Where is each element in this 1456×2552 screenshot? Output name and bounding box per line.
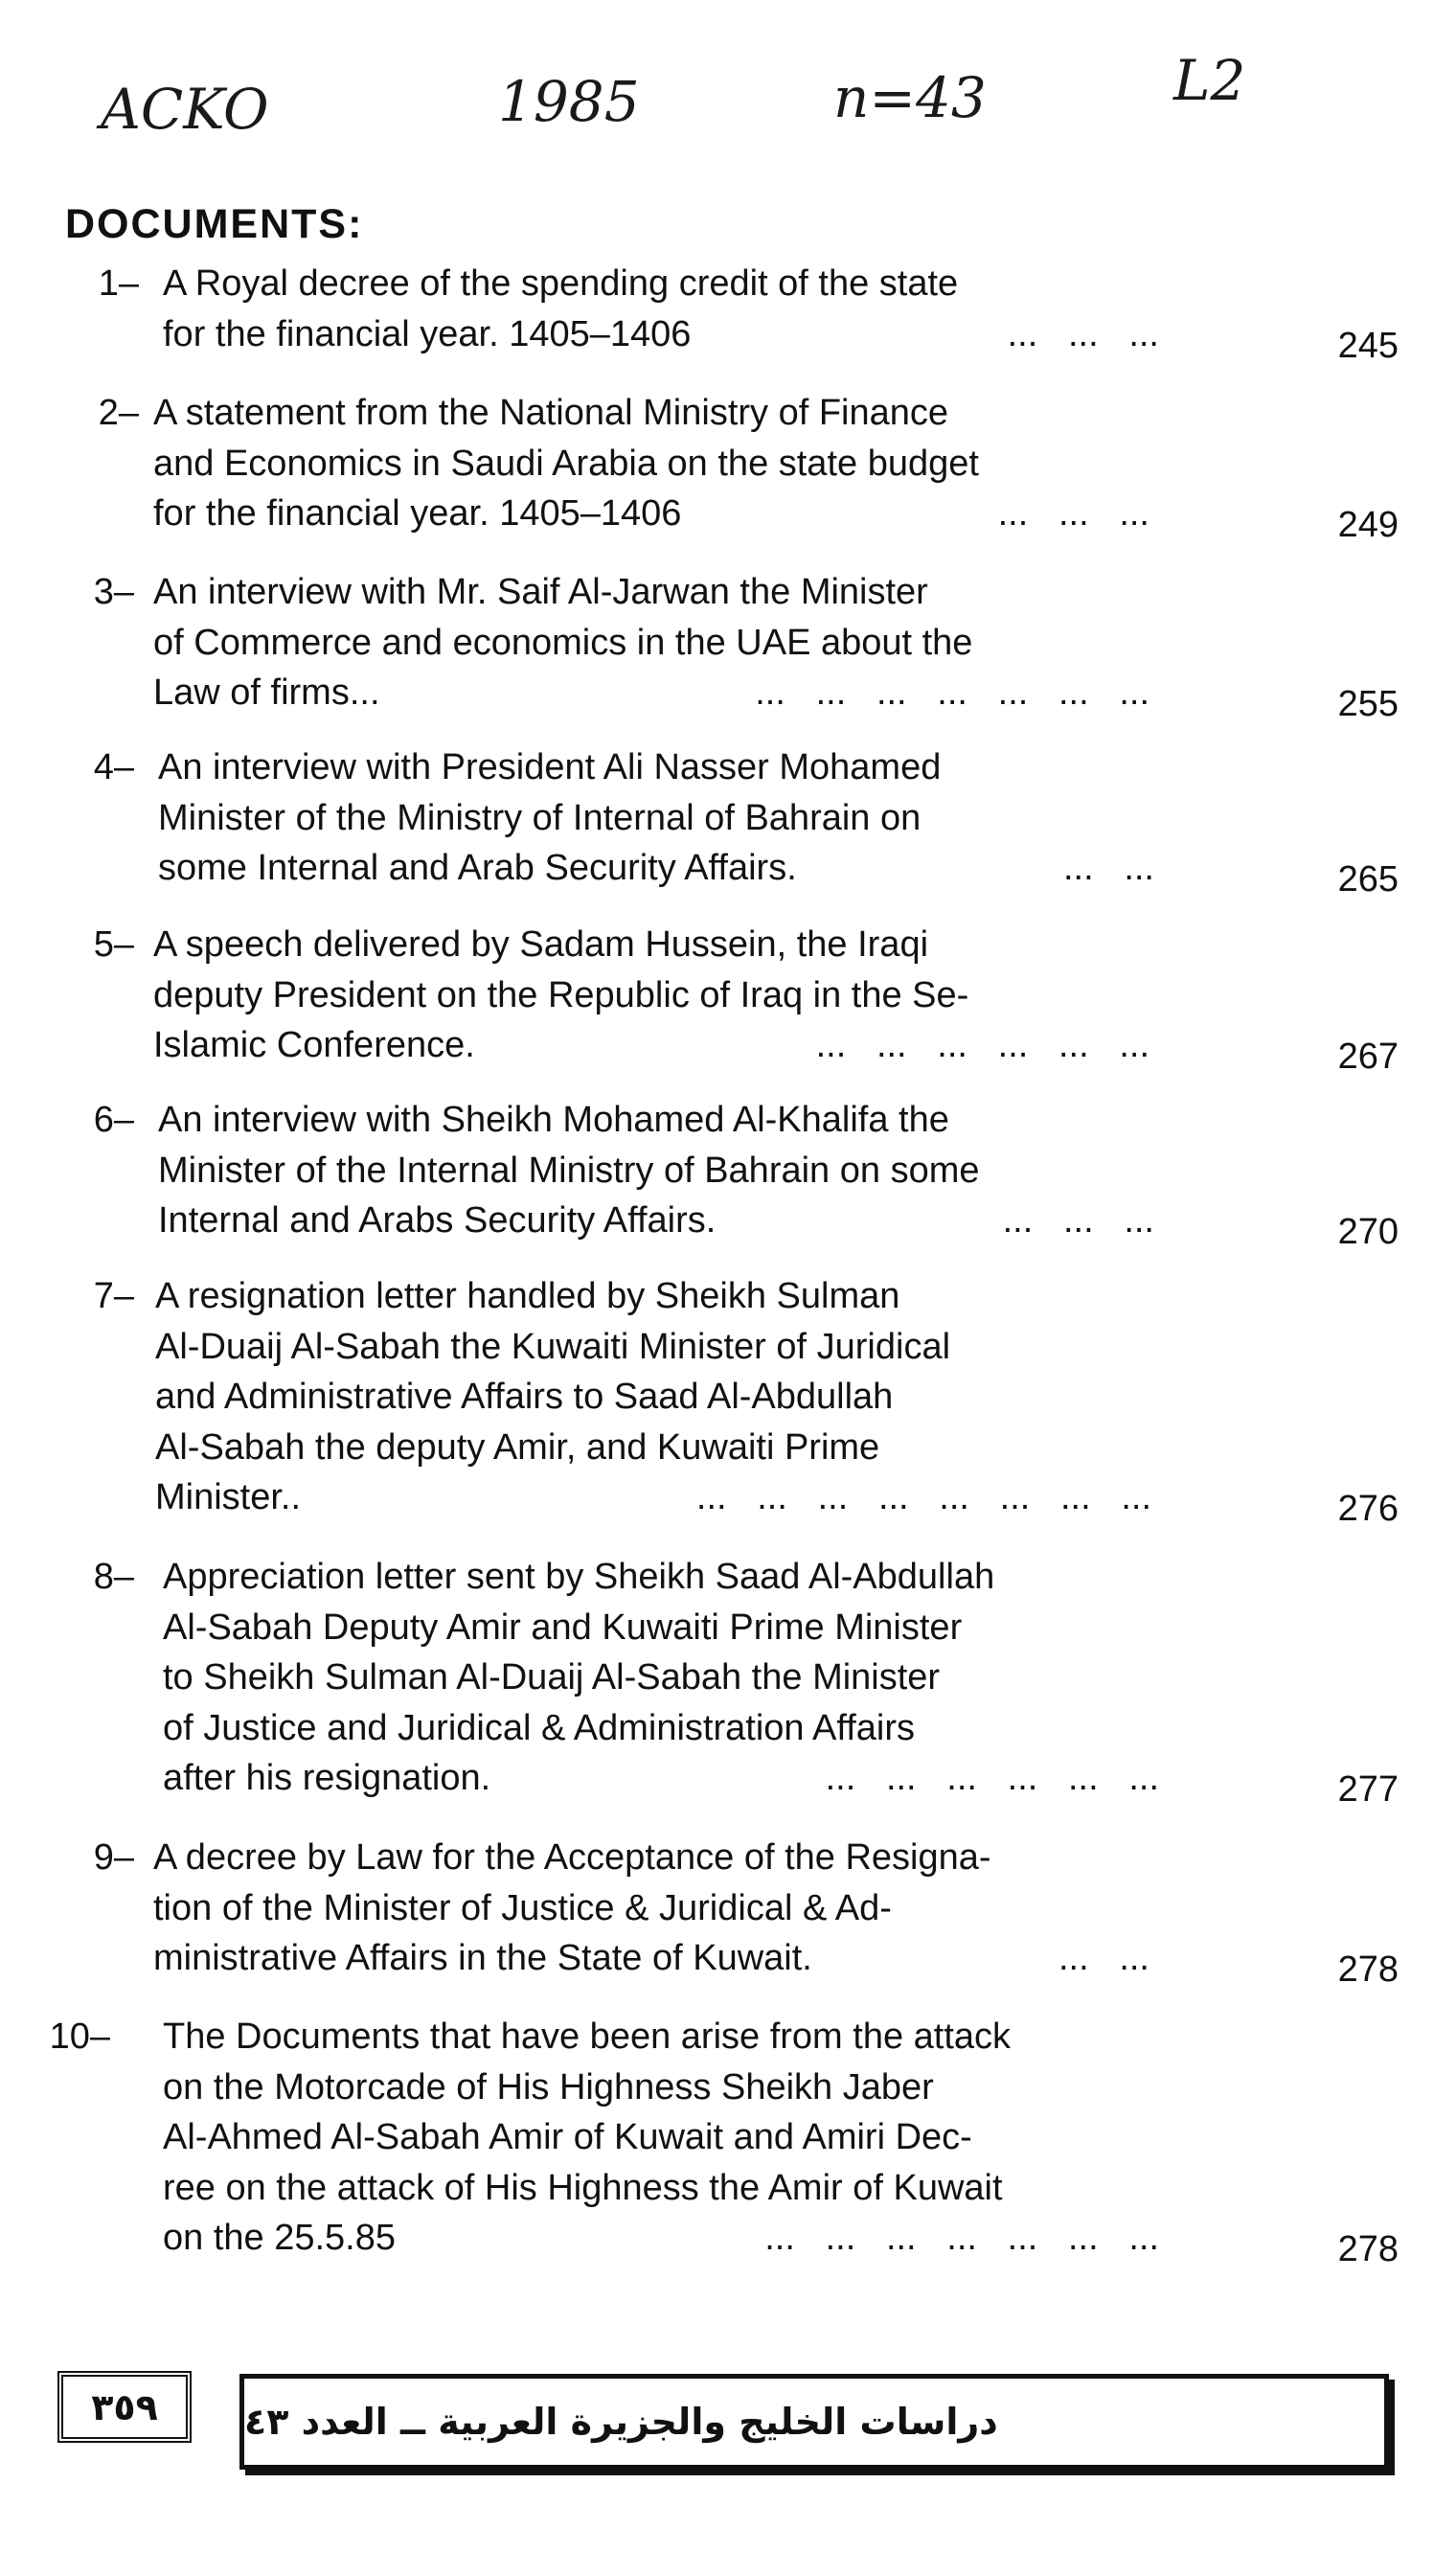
entry-line: and Administrative Affairs to Saad Al-Abdullah [155,1377,894,1417]
entry-text [155,1271,1151,1523]
entry-number: 4– [93,747,134,787]
entry-line: Al-Duaij Al-Sabah the Kuwaiti Minister of Juridical [155,1326,951,1367]
entry-line: The Documents that have been arise from the attack [163,2017,1012,2057]
leader-dots: ... ... ... [997,493,1149,534]
entry-text [158,1095,1154,1246]
entry-number: 7– [93,1276,134,1316]
entry-line: Appreciation letter sent by Sheikh Saad Al-Abdullah [163,1557,995,1597]
entry-number: 6– [93,1100,134,1140]
page-number: 267 [1337,1037,1399,1077]
entry-line: and Economics in Saudi Arabia on the state budget [153,443,979,484]
leader-dots: ... ... ... ... ... ... [815,1025,1149,1065]
entry-line: Law of firms... [153,672,380,713]
entry-number: 10– [49,2017,110,2057]
leader-dots: ... ... [1062,848,1154,888]
entry-number: 8– [93,1557,134,1597]
page-number: 277 [1337,1769,1399,1810]
leader-dots: ... ... [1058,1938,1149,1978]
leader-dots: ... ... ... [1007,313,1159,354]
entry-line: of Commerce and economics in the UAE about the [153,622,973,663]
entry-line: on the 25.5.85 [163,2218,396,2258]
entry-number: 3– [93,572,134,612]
entry-line: to Sheikh Sulman Al-Duaij Al-Sabah the Minister [163,1657,941,1698]
page-number: 265 [1337,859,1399,900]
entry-text [153,1833,1149,1984]
handwritten-note-4: L2 [1173,48,1246,113]
entry-line: An interview with Sheikh Mohamed Al-Khalifa the [158,1100,949,1140]
page-number: 278 [1337,2229,1399,2269]
page-number: 278 [1337,1949,1399,1990]
page-number: 276 [1337,1489,1399,1529]
entry-text [163,259,1159,359]
leader-dots: ... ... ... ... ... ... ... [755,672,1149,713]
page-number: 245 [1337,325,1399,366]
page-number: 270 [1337,1212,1399,1252]
entry-text [153,920,1149,1071]
handwritten-note-1: ACKO [101,77,269,142]
footer-page-number: ٣٥٩ [57,2371,192,2443]
entry-line: A Royal decree of the spending credit of the state [163,263,959,304]
leader-dots: ... ... ... ... ... ... [825,1758,1159,1798]
entry-line: ministrative Affairs in the State of Kuwait. [153,1938,812,1978]
entry-line: Minister of the Ministry of Internal of Bahrain on [158,797,921,838]
entry-line: A resignation letter handled by Sheikh Sulman [155,1276,900,1316]
entry-line: Internal and Arabs Security Affairs. [158,1200,717,1241]
entry-line: A speech delivered by Sadam Hussein, the Iraqi [153,924,929,965]
entry-number: 5– [93,924,134,965]
entry-line: for the financial year. 1405–1406 [153,493,682,534]
handwritten-annotations [0,48,1456,153]
entry-line: Minister.. [155,1477,302,1517]
entry-line: A decree by Law for the Acceptance of the Resigna- [153,1837,991,1878]
entry-line: some Internal and Arab Security Affairs. [158,848,797,888]
entry-text [163,1552,1159,1804]
entry-number: 9– [93,1837,134,1878]
leader-dots: ... ... ... [1002,1200,1154,1241]
entry-line: after his resignation. [163,1758,491,1798]
entry-text [158,742,1154,894]
entry-line: A statement from the National Ministry of Finance [153,393,949,433]
page-number: 255 [1337,684,1399,724]
handwritten-note-2: 1985 [498,69,640,134]
entry-line: deputy President on the Republic of Iraq in the Se- [153,974,969,1015]
handwritten-note-3: n=43 [833,65,987,130]
entry-line: Al-Sabah Deputy Amir and Kuwaiti Prime Minister [163,1606,963,1648]
page-number: 249 [1337,505,1399,545]
entry-line: Al-Ahmed Al-Sabah Amir of Kuwait and Amiri Dec- [163,2117,972,2157]
entry-line: on the Motorcade of His Highness Sheikh Jaber [163,2066,934,2108]
entry-line: Islamic Conference. [153,1025,475,1065]
documents-heading: DOCUMENTS: [65,201,364,247]
entry-line: Minister of the Internal Ministry of Bahrain on some [158,1150,980,1191]
entry-line: ree on the attack of His Highness the Amir of Kuwait [163,2167,1003,2208]
footer-journal-title: دراسات الخليج والجزيرة العربية ــ العدد ٤٣ [239,2374,1389,2470]
leader-dots: ... ... ... ... ... ... ... ... [695,1477,1151,1517]
entry-text [153,567,1149,718]
entry-line: An interview with Mr. Saif Al-Jarwan the Minister [153,572,928,612]
entry-line: tion of the Minister of Justice & Juridical & Ad- [153,1887,892,1928]
entry-text [153,388,1149,539]
leader-dots: ... ... ... ... ... ... ... [764,2218,1159,2258]
entry-line: Al-Sabah the deputy Amir, and Kuwaiti Prime [155,1426,880,1468]
entry-line: An interview with President Ali Nasser Mohamed [158,747,942,787]
entry-number: 2– [98,393,139,433]
entry-number: 1– [98,263,139,304]
entry-line: of Justice and Juridical & Administration Affairs [163,1707,916,1748]
entry-text [163,2012,1159,2264]
entry-line: for the financial year. 1405–1406 [163,313,692,354]
